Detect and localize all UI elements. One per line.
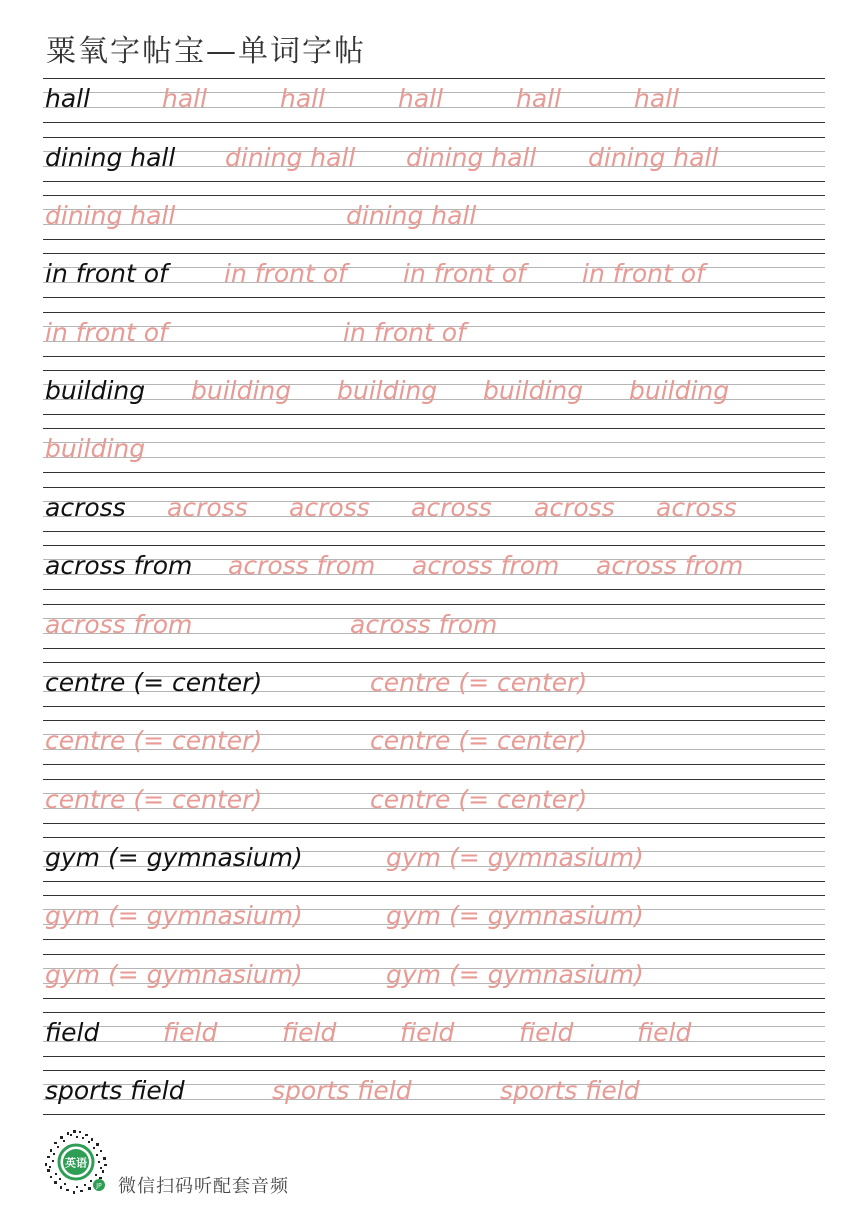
practice-row [43,545,825,589]
practice-sheet [43,0,825,1227]
trace-word: across from [228,551,376,580]
trace-word: centre (= center) [370,726,588,755]
word-group [43,199,825,233]
trace-word: field [163,1018,218,1047]
practice-row [43,662,825,706]
trace-word: across from [596,551,744,580]
trace-word: field [519,1018,574,1047]
ruling-line [43,1070,825,1071]
vocab-word: sports field [45,1076,185,1105]
ruling-line [43,954,825,955]
trace-word: building [191,376,292,405]
ruling-line [43,1056,825,1057]
ruling-line [43,487,825,488]
ruling-line [43,370,825,371]
ruling-line [43,706,825,707]
practice-row [43,312,825,356]
ruling-line [43,589,825,590]
trace-word: centre (= center) [45,785,263,814]
ruling-line [43,604,825,605]
trace-word: in front of [403,259,526,288]
ruling-line [43,998,825,999]
ruling-line [43,895,825,896]
qr-code-icon[interactable] [42,1128,110,1196]
trace-word: across from [45,610,193,639]
trace-word: dining hall [588,143,719,172]
ruling-line [43,837,825,838]
trace-word: in front of [224,259,347,288]
ruling-line [43,939,825,940]
trace-word: gym (= gymnasium) [45,960,303,989]
word-group [43,316,825,350]
word-group [43,82,825,116]
trace-word: dining hall [406,143,537,172]
trace-word: across from [350,610,498,639]
practice-row [43,195,825,239]
ruling-line [43,414,825,415]
word-group [43,666,825,700]
practice-row [43,487,825,531]
trace-word: dining hall [45,201,176,230]
ruling-line [43,428,825,429]
practice-row [43,370,825,414]
trace-word: dining hall [346,201,477,230]
trace-word: dining hall [225,143,356,172]
trace-word: field [282,1018,337,1047]
word-group [43,432,825,466]
vocab-word: in front of [45,259,168,288]
qr-corner-text: JP [96,1182,102,1190]
trace-word: in front of [582,259,705,288]
ruling-line [43,78,825,79]
trace-word: across [534,493,615,522]
trace-word: building [337,376,438,405]
trace-word: building [45,434,146,463]
trace-word: gym (= gymnasium) [386,901,644,930]
practice-row [43,1012,825,1056]
ruling-line [43,545,825,546]
practice-row [43,604,825,648]
word-group [43,608,825,642]
practice-row [43,137,825,181]
word-group [43,1074,825,1108]
trace-word: gym (= gymnasium) [386,843,644,872]
ruling-line [43,356,825,357]
ruling-line [43,1012,825,1013]
trace-word: across [411,493,492,522]
trace-word: across [167,493,248,522]
ruling-line [43,662,825,663]
practice-row [43,78,825,122]
qr-caption: 微信扫码听配套音频 [118,1176,289,1197]
word-group [43,724,825,758]
vocab-word: across [45,493,126,522]
vocab-word: building [45,376,146,405]
ruling-line [43,648,825,649]
vocab-word: centre (= center) [45,668,263,697]
vocab-word: hall [45,84,91,113]
ruling-line [43,297,825,298]
ruling-line [43,531,825,532]
trace-word: gym (= gymnasium) [45,901,303,930]
ruling-line [43,312,825,313]
ruling-line [43,881,825,882]
trace-word: centre (= center) [45,726,263,755]
trace-word: centre (= center) [370,785,588,814]
audio-footer [42,1128,342,1198]
ruling-line [43,779,825,780]
ruling-line [43,137,825,138]
trace-word: sports field [272,1076,412,1105]
trace-word: field [637,1018,692,1047]
word-group [43,141,825,175]
vocab-word: field [45,1018,100,1047]
ruling-line [43,122,825,123]
trace-word: hall [280,84,326,113]
trace-word: centre (= center) [370,668,588,697]
vocab-word: across from [45,551,193,580]
trace-word: hall [634,84,680,113]
trace-word: hall [516,84,562,113]
ruling-line [43,472,825,473]
word-group [43,899,825,933]
practice-row [43,428,825,472]
practice-row [43,779,825,823]
trace-word: sports field [500,1076,640,1105]
trace-word: field [400,1018,455,1047]
ruling-line [43,181,825,182]
ruling-line [43,195,825,196]
trace-word: across from [412,551,560,580]
practice-row [43,954,825,998]
word-group [43,374,825,408]
practice-row [43,837,825,881]
word-group [43,491,825,525]
ruling-line [43,823,825,824]
trace-word: gym (= gymnasium) [386,960,644,989]
ruling-line [43,1114,825,1115]
qr-badge-text: 英语 [65,1156,87,1170]
practice-row [43,1070,825,1114]
practice-row [43,895,825,939]
word-group [43,257,825,291]
trace-word: in front of [343,318,466,347]
vocab-word: gym (= gymnasium) [45,843,303,872]
trace-word: across [289,493,370,522]
trace-word: hall [162,84,208,113]
trace-word: in front of [45,318,168,347]
trace-word: building [629,376,730,405]
page-title: 粟氧字帖宝—单词字帖 [46,34,366,69]
trace-word: hall [398,84,444,113]
word-group [43,783,825,817]
vocab-word: dining hall [45,143,176,172]
practice-row [43,253,825,297]
ruling-line [43,253,825,254]
ruling-line [43,720,825,721]
word-group [43,958,825,992]
ruling-line [43,764,825,765]
ruling-line [43,239,825,240]
trace-word: across [656,493,737,522]
practice-row [43,720,825,764]
word-group [43,549,825,583]
trace-word: building [483,376,584,405]
word-group [43,841,825,875]
word-group [43,1016,825,1050]
